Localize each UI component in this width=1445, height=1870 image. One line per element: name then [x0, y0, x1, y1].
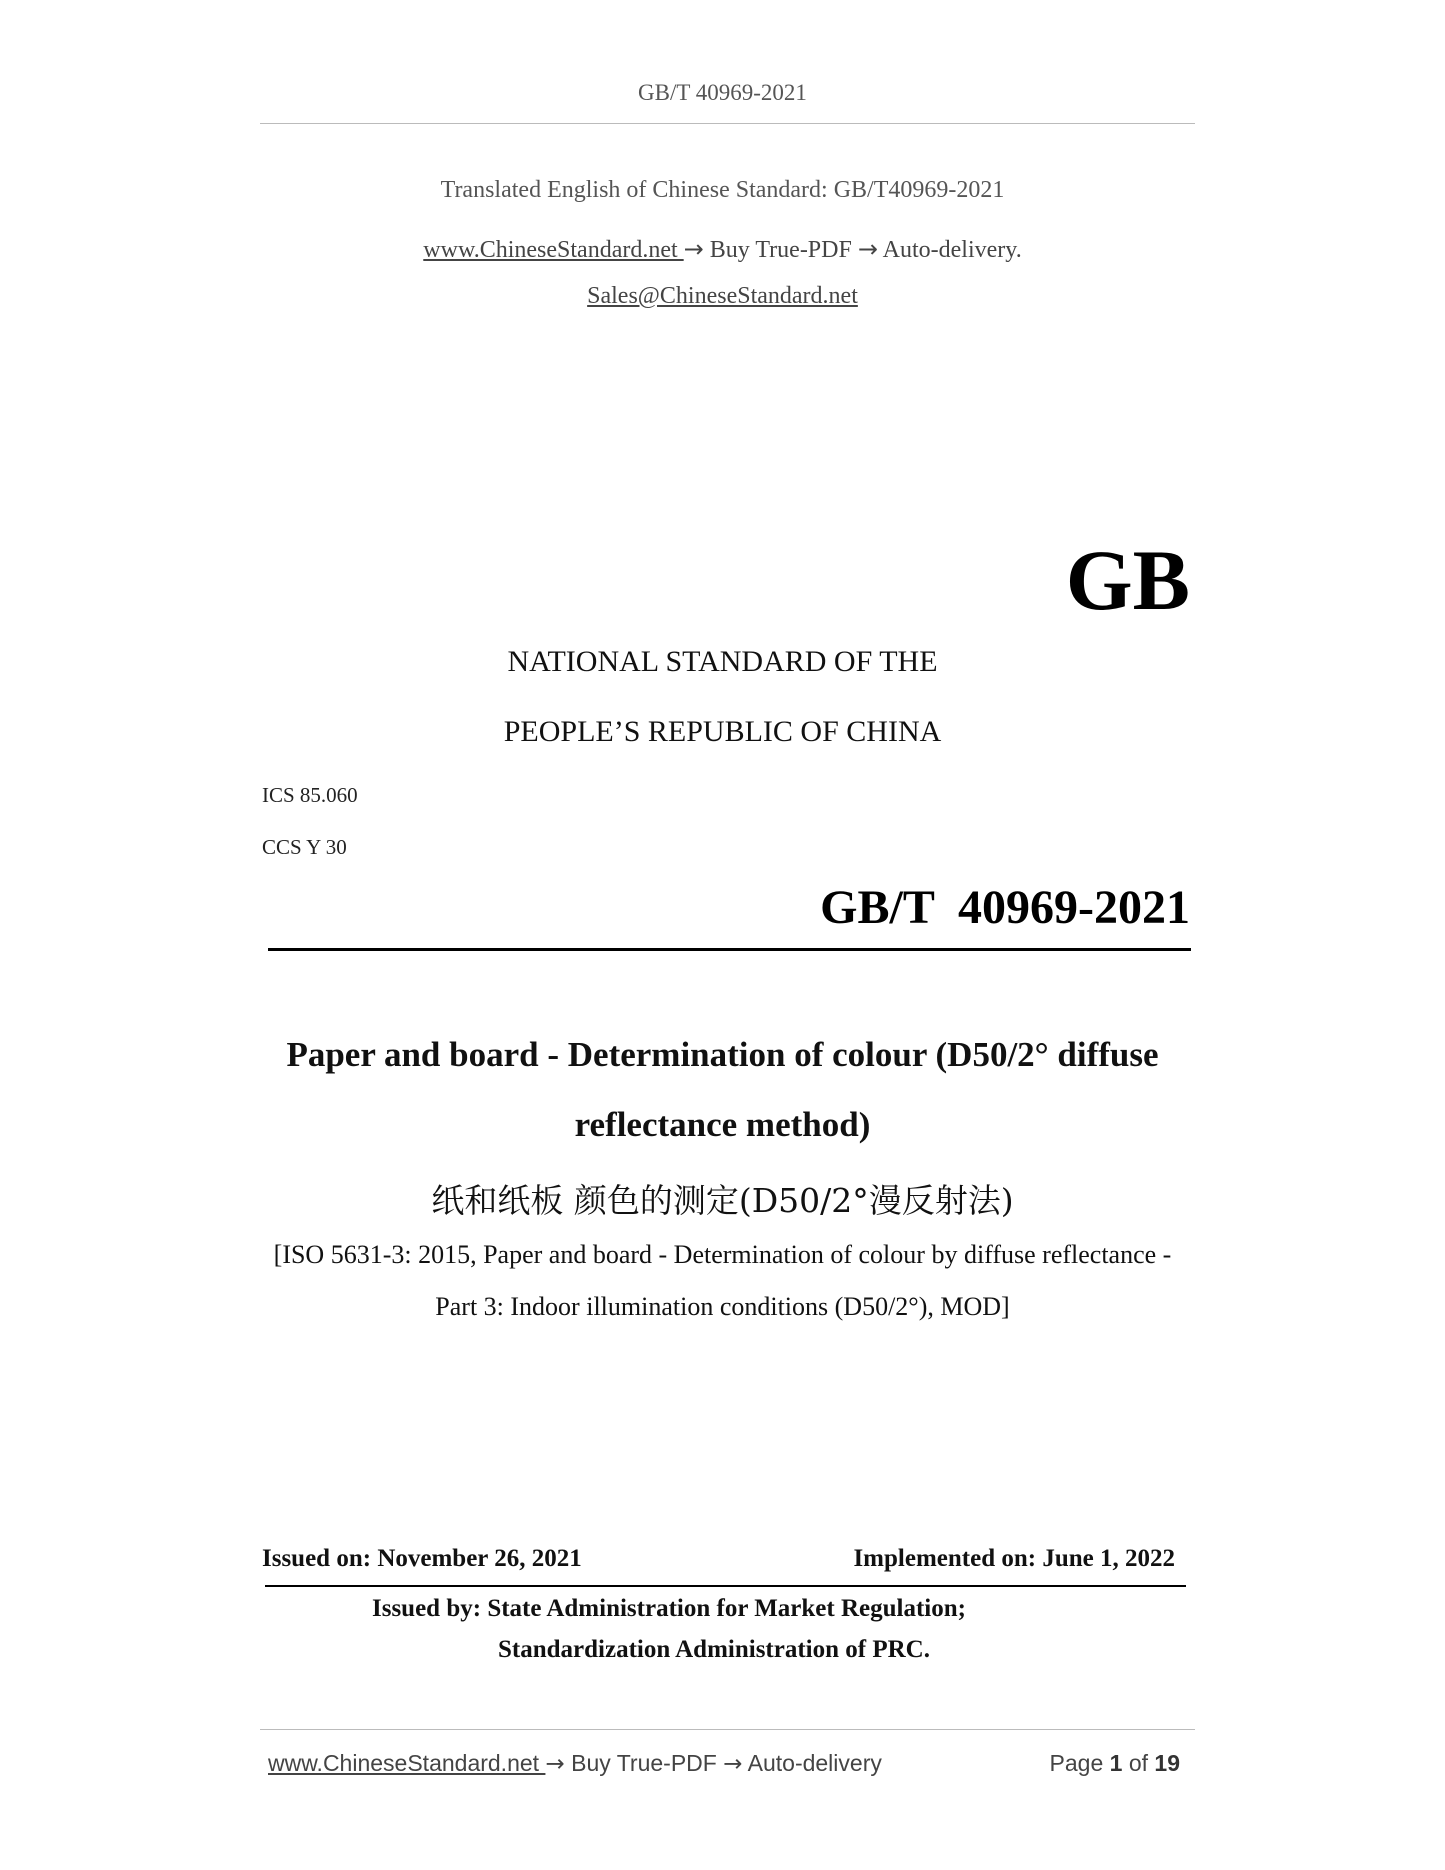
iso-reference-line2: Part 3: Indoor illumination conditions (D50/2°), MOD] — [435, 1292, 1010, 1321]
footer-divider — [260, 1729, 1195, 1730]
iso-reference-line1: [ISO 5631-3: 2015, Paper and board - Determination of colour by diffuse reflectance - — [273, 1240, 1172, 1269]
arrow-icon: → — [683, 235, 704, 263]
buy-line — [0, 235, 1445, 264]
national-standard-line1: NATIONAL STANDARD OF THE — [507, 645, 938, 678]
standard-number: GB/T 40969-2021 — [820, 881, 1190, 934]
arrow-icon: → — [545, 1751, 565, 1777]
ics-code: ICS 85.060 — [262, 783, 358, 807]
issued-by-line1: Issued by: State Administration for Market Regulation; — [372, 1595, 966, 1622]
page-indicator — [1050, 1750, 1180, 1777]
translated-notice: Translated English of Chinese Standard: GB/T40969-2021 — [440, 177, 1005, 203]
title-line2: reflectance method) — [574, 1105, 871, 1144]
sales-line — [0, 283, 1445, 310]
title-line1: Paper and board - Determination of colour (D50/2° diffuse — [286, 1035, 1159, 1074]
sales-email-link[interactable]: Sales@ChineseStandard.net — [587, 283, 858, 309]
title-chinese: 纸和纸板 颜色的测定(D50/2°漫反射法) — [431, 1181, 1014, 1220]
footer-site-link[interactable]: www.ChineseStandard.net — [268, 1750, 546, 1776]
delivery-text: Auto-delivery. — [882, 237, 1022, 263]
issued-on-date: Issued on: November 26, 2021 — [262, 1545, 582, 1572]
arrow-icon: → — [723, 1751, 743, 1777]
footer-buy-line — [268, 1750, 882, 1777]
gb-logo: GB — [1065, 532, 1190, 628]
page-number: 1 — [1109, 1750, 1123, 1776]
site-link[interactable]: www.ChineseStandard.net — [423, 237, 684, 263]
footer-buy-text: Buy True-PDF — [571, 1750, 717, 1776]
header-standard-code: GB/T 40969-2021 — [638, 80, 807, 105]
title-rule — [268, 948, 1191, 951]
footer-delivery-text: Auto-delivery — [747, 1750, 882, 1776]
ccs-code: CCS Y 30 — [262, 835, 347, 859]
issued-by-line2: Standardization Administration of PRC. — [498, 1636, 930, 1663]
implemented-on-date: Implemented on: June 1, 2022 — [853, 1545, 1175, 1572]
of-label: of — [1128, 1750, 1149, 1776]
buy-text: Buy True-PDF — [709, 237, 852, 263]
page-label: Page — [1049, 1750, 1104, 1776]
header-divider — [260, 123, 1195, 124]
total-pages: 19 — [1154, 1750, 1180, 1776]
dates-rule — [265, 1585, 1186, 1587]
national-standard-line2: PEOPLE’S REPUBLIC OF CHINA — [503, 715, 942, 748]
arrow-icon: → — [857, 235, 878, 263]
